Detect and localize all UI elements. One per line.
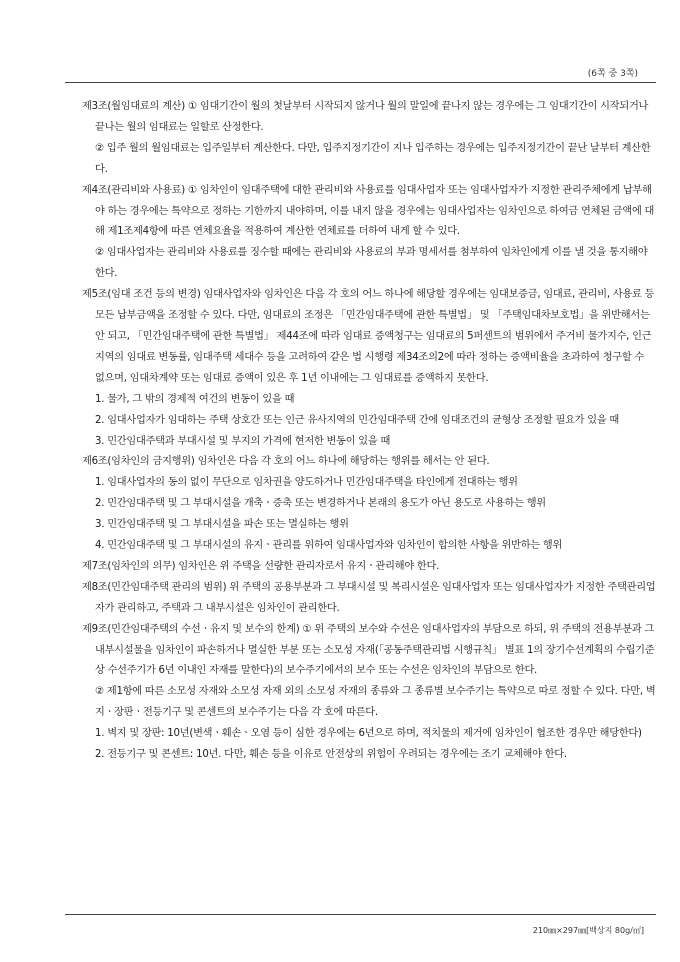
article-6-item-3: 3. 민간임대주택 및 그 부대시설을 파손 또는 멸실하는 행위 [95,519,349,531]
article-5: 제5조(임대 조건 등의 변경) 임대사업자와 임차인은 다음 각 호의 어느 하나에 해당할 경우에는 임대보증금, 임대료, 관리비, 사용료 등 모든 납부금액을 조정할 수 있다. 다만, 임대료의 조정은 「민간임대주택에 관한 특별법」 및 「주택임대차보호법」을 위반해서는 안 되고, 「민간임대주택에 관한 특별법」 제44조에 따라 임대료 증액청구는 임대료의 5퍼센트의 범위에서 주거비 물가지수, 인근 지역의 임대료 변동률, 임대주택 세대수 등을 고려하여 같은 법 시행령 제34조의2에 따라 정하는 증액비율을 초과하여 청구할 수 없으며, 임대차계약 또는 임대료 증액이 있은 후 1년 이내에는 그 임대료를 증액하지 못한다. [82,289,655,384]
article-6-item-1: 1. 임대사업자의 동의 없이 무단으로 임차권을 양도하거나 민간임대주택을 타인에게 전대하는 행위 [95,477,518,489]
article-5-item-3: 3. 민간임대주택과 부대시설 및 부지의 가격에 현저한 변동이 있을 때 [95,435,391,447]
article-4-clause-2: ② 임대사업자는 관리비와 사용료를 징수할 때에는 관리비와 사용료의 부과 명세서를 첨부하여 임차인에게 이를 낼 것을 통지해야 한다. [95,247,648,280]
article-5-item-1: 1. 물가, 그 밖의 경제적 여건의 변동이 있을 때 [95,393,295,405]
article-9: 제9조(민간임대주택의 수선ㆍ유지 및 보수의 한계) ① 위 주택의 보수와 수선은 임대사업자의 부담으로 하되, 위 주택의 전용부분과 그 내부시설물을 임차인이 파손하거나 멸실한 부분 또는 소모성 자재(「공동주택관리법 시행규칙」 별표 1의 장기수선계획의 수립기준상 수선주기가 6년 이내인 자재를 말한다)의 보수주기에서의 보수 또는 수선은 임차인의 부담으로 한다. [82,623,655,677]
contract-body [82,97,656,766]
paper-spec-label: 210㎜×297㎜[백상지 80g/㎡] [532,926,644,935]
article-9-item-1: 1. 벽지 및 장판: 10년(변색ㆍ훼손ㆍ오염 등이 심한 경우에는 6년으로 하며, 적치물의 제거에 임차인이 협조한 경우만 해당한다) [95,728,642,740]
header-divider [65,82,656,83]
article-3-clause-2: ② 입주 월의 월임대료는 입주일부터 계산한다. 다만, 입주지정기간이 지나 입주하는 경우에는 입주지정기간이 끝난 날부터 계산한다. [95,142,651,175]
article-9-clause-2: ② 제1항에 따른 소모성 자재와 소모성 자재 외의 소모성 자재의 종류와 그 종류별 보수주기는 특약으로 따로 정할 수 있다. 다만, 벽지ㆍ장판ㆍ전등기구 및 콘센트의 보수주기는 다음 각 호에 따른다. [95,686,656,719]
article-5-item-2: 2. 임대사업자가 임대하는 주택 상호간 또는 인근 유사지역의 민간임대주택 간에 임대조건의 균형상 조정할 필요가 있을 때 [95,414,620,426]
article-4: 제4조(관리비와 사용료) ① 임차인이 임대주택에 대한 관리비와 사용료를 임대사업자 또는 임대사업자가 지정한 관리주체에게 납부해야 하는 경우에는 특약으로 정하는 기한까지 내야하며, 이를 내지 않을 경우에는 임대사업자는 임차인으로 하여금 연체된 금액에 대해 제1조제4항에 따른 연체요율을 적용하여 계산한 연체료를 더하여 내게 할 수 있다. [82,184,655,238]
page-number-label: (6쪽 중 3쪽) [587,69,638,79]
article-3: 제3조(월임대료의 계산) ① 임대기간이 월의 첫날부터 시작되지 않거나 월의 말일에 끝나지 않는 경우에는 그 임대기간이 시작되거나 끝나는 월의 임대료는 일할로 산정한다. [82,101,649,133]
article-6: 제6조(임차인의 금지행위) 임차인은 다음 각 호의 어느 하나에 해당하는 행위를 해서는 안 된다. [82,456,490,468]
article-6-item-4: 4. 민간임대주택 및 그 부대시설의 유지ㆍ관리를 위하여 임대사업자와 임차인이 합의한 사항을 위반하는 행위 [95,540,563,552]
article-6-item-2: 2. 민간임대주택 및 그 부대시설을 개축ㆍ증축 또는 변경하거나 본래의 용도가 아닌 용도로 사용하는 행위 [95,498,546,510]
footer-divider [65,914,656,915]
article-8: 제8조(민간임대주택 관리의 범위) 위 주택의 공용부분과 그 부대시설 및 복리시설은 임대사업자 또는 임대사업자가 지정한 주택관리업자가 관리하고, 주택과 그 내부시설은 임차인이 관리한다. [82,581,656,614]
article-9-item-2: 2. 전등기구 및 콘센트: 10년. 다만, 훼손 등을 이유로 안전상의 위험이 우려되는 경우에는 조기 교체해야 한다. [95,749,567,761]
article-7: 제7조(임차인의 의무) 임차인은 위 주택을 선량한 관리자로서 유지ㆍ관리해야 한다. [82,560,440,572]
